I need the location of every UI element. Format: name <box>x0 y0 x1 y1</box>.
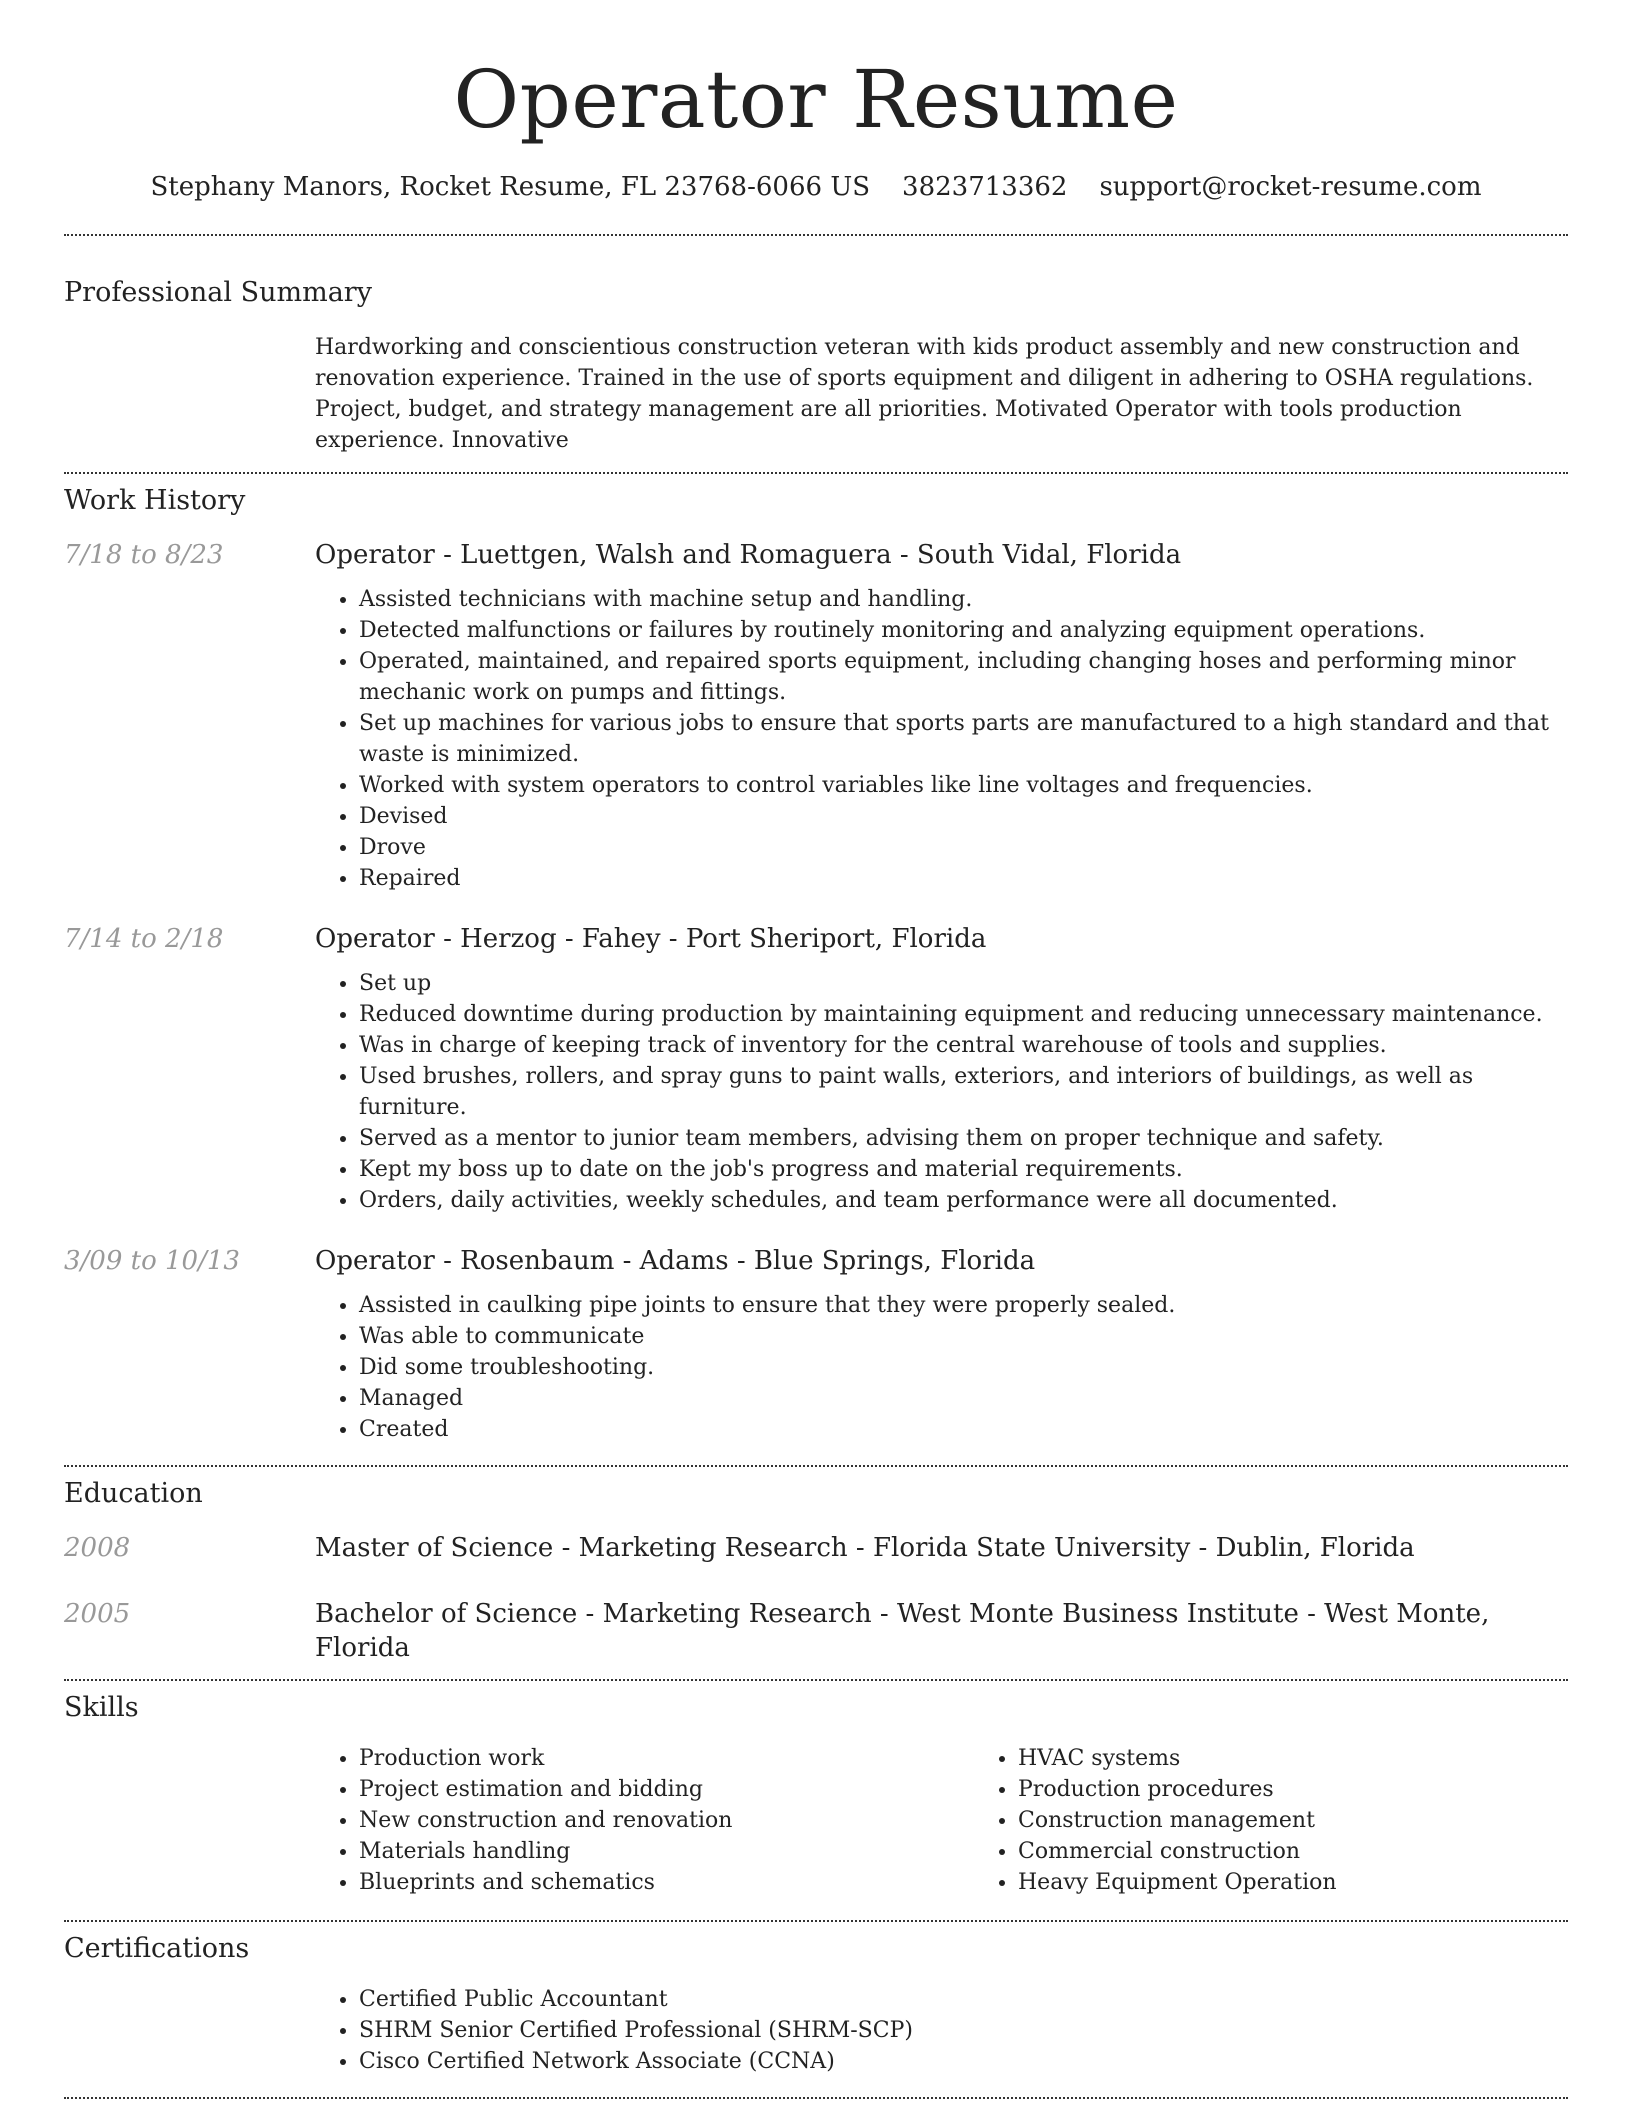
education-list <box>64 1531 1568 1665</box>
skill-item: • Project estimation and bidding <box>359 1774 974 1805</box>
certifications-spacer <box>64 1984 315 2077</box>
job-bullet: • Set up machines for various jobs to ensure that sports parts are manufactured to a high standard and that waste is minimized. <box>359 708 1568 770</box>
summary-row <box>64 332 1568 456</box>
section-divider <box>64 234 1568 236</box>
job-bullet: • Created <box>359 1414 1568 1445</box>
section-divider <box>64 1679 1568 1681</box>
education-heading: Education <box>64 1478 203 1509</box>
contact-phone: 3823713362 <box>902 172 1068 202</box>
summary-heading: Professional Summary <box>64 277 372 308</box>
section-divider <box>64 1920 1568 1922</box>
certifications-heading: Certifications <box>64 1933 250 1964</box>
job-body <box>315 922 1568 1216</box>
skills-spacer <box>64 1743 315 1898</box>
skills-list-right <box>974 1743 1632 1898</box>
certifications-list <box>315 1984 1568 2077</box>
education-section <box>64 1477 1568 1665</box>
contact-line <box>64 170 1568 204</box>
job-entry <box>64 538 1568 894</box>
job-bullet: • Orders, daily activities, weekly schedules, and team performance were all documented. <box>359 1185 1568 1216</box>
certifications-body <box>315 1984 1568 2077</box>
skill-item: • New construction and renovation <box>359 1805 974 1836</box>
job-dates: 3/09 to 10/13 <box>64 1246 240 1276</box>
job-bullet: • Was able to communicate <box>359 1321 1568 1352</box>
skills-heading: Skills <box>64 1692 139 1723</box>
job-bullet: • Drove <box>359 832 1568 863</box>
education-degree: Master of Science - Marketing Research - Florida State University - Dublin, Florida <box>315 1533 1415 1563</box>
skill-item: • Materials handling <box>359 1836 974 1867</box>
education-degree: Bachelor of Science - Marketing Research - West Monte Business Institute - West Monte, Florida <box>315 1599 1490 1663</box>
job-bullet: • Set up <box>359 968 1568 999</box>
job-body <box>315 538 1568 894</box>
job-bullet: • Used brushes, rollers, and spray guns to paint walls, exteriors, and interiors of buildings, as well as furniture. <box>359 1061 1568 1123</box>
certification-item: • Cisco Certified Network Associate (CCNA) <box>359 2046 1568 2077</box>
skill-item: • Heavy Equipment Operation <box>1018 1867 1632 1898</box>
job-bullets <box>315 1290 1568 1445</box>
job-bullets <box>315 968 1568 1216</box>
certifications-row <box>64 1984 1568 2077</box>
job-list <box>64 538 1568 1445</box>
certifications-section <box>64 1932 1568 2077</box>
skill-item: • HVAC systems <box>1018 1743 1632 1774</box>
job-bullet: • Served as a mentor to junior team members, advising them on proper technique and safety. <box>359 1123 1568 1154</box>
job-bullet: • Managed <box>359 1383 1568 1414</box>
skill-item: • Production procedures <box>1018 1774 1632 1805</box>
skills-section <box>64 1691 1568 1898</box>
contact-email: support@rocket-resume.com <box>1099 172 1482 202</box>
education-entry <box>64 1597 1568 1665</box>
job-title: Operator - Rosenbaum - Adams - Blue Springs, Florida <box>315 1246 1036 1276</box>
skill-item: • Production work <box>359 1743 974 1774</box>
job-bullet: • Did some troubleshooting. <box>359 1352 1568 1383</box>
job-bullets <box>315 584 1568 894</box>
summary-section <box>64 276 1568 456</box>
job-body <box>315 1244 1568 1445</box>
work-history-heading: Work History <box>64 485 246 516</box>
job-bullet: • Repaired <box>359 863 1568 894</box>
skill-item: • Construction management <box>1018 1805 1632 1836</box>
resume-header <box>64 0 1568 204</box>
education-year: 2008 <box>64 1533 131 1563</box>
job-bullet: • Devised <box>359 801 1568 832</box>
education-body <box>315 1531 1568 1565</box>
skill-item: • Blueprints and schematics <box>359 1867 974 1898</box>
job-bullet: • Kept my boss up to date on the job's progress and material requirements. <box>359 1154 1568 1185</box>
job-entry <box>64 1244 1568 1445</box>
job-entry <box>64 922 1568 1216</box>
certification-item: • Certified Public Accountant <box>359 1984 1568 2015</box>
skills-grid <box>315 1743 1632 1898</box>
job-bullet: • Operated, maintained, and repaired sports equipment, including changing hoses and performing minor mechanic work on pumps and fittings. <box>359 646 1568 708</box>
summary-body <box>315 332 1568 456</box>
job-bullet: • Assisted technicians with machine setup and handling. <box>359 584 1568 615</box>
job-title: Operator - Luettgen, Walsh and Romaguera - South Vidal, Florida <box>315 540 1182 570</box>
education-year: 2005 <box>64 1599 131 1629</box>
job-dates: 7/14 to 2/18 <box>64 924 224 954</box>
section-divider <box>64 1465 1568 1467</box>
page-title: Operator Resume <box>453 53 1179 146</box>
summary-text: Hardworking and conscientious construction veteran with kids product assembly and new construction and renovation experience. Trained in the use of sports equipment and diligent in adhering to OSHA regulations. Project, budget, and strategy management are all priorities. Motivated Operator with tools production experience. Innovative <box>315 335 1534 453</box>
job-bullet: • Assisted in caulking pipe joints to ensure that they were properly sealed. <box>359 1290 1568 1321</box>
contact-address: Stephany Manors, Rocket Resume, FL 23768-6066 US <box>150 172 871 202</box>
job-bullet: • Was in charge of keeping track of inventory for the central warehouse of tools and supplies. <box>359 1030 1568 1061</box>
job-bullet: • Reduced downtime during production by maintaining equipment and reducing unnecessary maintenance. <box>359 999 1568 1030</box>
job-bullet: • Detected malfunctions or failures by routinely monitoring and analyzing equipment operations. <box>359 615 1568 646</box>
skill-item: • Commercial construction <box>1018 1836 1632 1867</box>
skills-list-left <box>315 1743 974 1898</box>
section-divider <box>64 472 1568 474</box>
work-history-section <box>64 484 1568 1445</box>
summary-spacer <box>64 332 315 456</box>
education-entry <box>64 1531 1568 1565</box>
job-dates: 7/18 to 8/23 <box>64 540 224 570</box>
education-body <box>315 1597 1568 1665</box>
certification-item: • SHRM Senior Certified Professional (SHRM-SCP) <box>359 2015 1568 2046</box>
job-title: Operator - Herzog - Fahey - Port Sheriport, Florida <box>315 924 987 954</box>
job-bullet: • Worked with system operators to control variables like line voltages and frequencies. <box>359 770 1568 801</box>
skills-row <box>64 1743 1568 1898</box>
section-divider <box>64 2097 1568 2099</box>
